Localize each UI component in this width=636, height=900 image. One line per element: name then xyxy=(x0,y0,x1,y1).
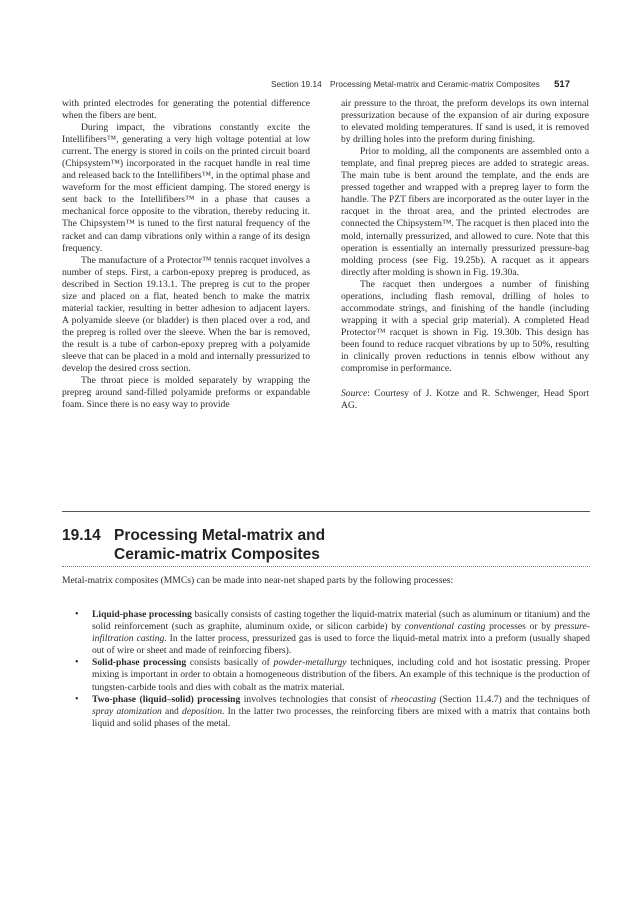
process-list xyxy=(62,609,590,730)
bullet-term: Solid-phase processing xyxy=(92,657,187,669)
header-title: Processing Metal-matrix and Ceramic-matrix Composites xyxy=(330,79,540,89)
section-title-line2: Ceramic-matrix Composites xyxy=(114,545,320,563)
source-credit xyxy=(341,388,589,412)
bullet-text: techniques, including cold and hot isostatic pressing. Proper mixing is important in order to obtain a homogeneous distribution of the fibers. An example of this technique is the production of tungsten-carbide tools and dies with cobalt as the matrix material. xyxy=(92,657,590,693)
left-column xyxy=(62,98,310,411)
bullet-text: (Section 11.4.7) and the techniques of xyxy=(436,693,590,705)
header-section: Section 19.14 xyxy=(270,79,322,89)
bullet-emphasis: spray atomization xyxy=(92,705,162,717)
bullet-emphasis: rheocasting xyxy=(390,693,437,705)
bullet-text: basically consists of casting together the liquid-matrix material (such as aluminum or titanium) and the solid reinforcement (such as graphite, aluminum oxide, or silicon carbide) by xyxy=(92,609,590,633)
bullet-text: . In the latter process, pressurized gas is used to force the liquid-metal matrix into a preform (usually shaped out of wire or sheet and made of reinforcing fibers). xyxy=(92,633,590,657)
page-number: 517 xyxy=(554,79,570,90)
bullet-text: . In the latter two processes, the reinforcing fibers are mixed with a matrix that contains both liquid and solid phases of the metal. xyxy=(92,705,591,729)
right-paragraph-3: The racquet then undergoes a number of finishing operations, including flash removal, drilling of holes to accommodate strings, and finishing of the handle (including wrapping it with a special grip material). A completed Head Protector™ racquet is shown in Fig. 19.30b. This design has been found to reduce racquet vibrations by up to 50%, resulting in clinically proven reductions in tennis elbow without any compromise in performance. xyxy=(341,278,589,375)
source-label: Source xyxy=(341,388,368,400)
section-divider-top xyxy=(62,511,590,512)
bullet-icon: • xyxy=(75,657,79,669)
section-heading xyxy=(62,527,602,564)
bullet-icon: • xyxy=(75,693,79,705)
section-number: 19.14 xyxy=(62,527,101,544)
bullet-text: and xyxy=(161,705,183,717)
left-paragraph-4: The throat piece is molded separately by wrapping the prepreg around sand-filled polyamide preforms or expandable foam. Since there is no easy way to provide xyxy=(62,375,310,411)
section-title-line1: Processing Metal-matrix and xyxy=(114,527,326,544)
source-text: : Courtesy of J. Kotze and R. Schwenger, Head Sport AG. xyxy=(341,388,589,412)
bullet-emphasis: conventional casting xyxy=(404,621,486,633)
bullet-term: Two-phase (liquid–solid) processing xyxy=(92,693,241,705)
running-header xyxy=(0,79,570,90)
bullet-icon: • xyxy=(75,609,79,620)
bullet-text: involves technologies that consist of xyxy=(240,693,391,705)
bullet-text: consists basically of xyxy=(186,657,274,669)
right-paragraph-1: air pressure to the throat, the preform develops its own internal pressurization because of the expansion of air during exposure to elevated molding temperatures. If sand is used, it is removed by drilling holes into the preform during finishing. xyxy=(341,98,589,146)
bullet-emphasis: deposition xyxy=(182,705,223,717)
section-intro xyxy=(62,575,590,587)
intro-paragraph: Metal-matrix composites (MMCs) can be made into near-net shaped parts by the following processes: xyxy=(62,575,454,586)
left-paragraph-2: During impact, the vibrations constantly excite the Intellifibers™, generating a very high voltage potential at low current. The energy is stored in coils on the printed circuit board (Chipsystem™) incorporated in the racquet handle in real time and released back to the Intellifibers™, in the optimal phase and waveform for the most efficient damping. The stored energy is sent back to the Intellifibers™ in a phase that causes a mechanical force opposite to the vibration, thereby reducing it. The Chipsystem™ is tuned to the first natural frequency of the racket and can damp vibrations only within a range of its design frequency. xyxy=(62,122,310,254)
left-paragraph-1: with printed electrodes for generating the potential difference when the fibers are bent. xyxy=(62,98,310,122)
right-paragraph-2: Prior to molding, all the components are assembled onto a template, and final prepreg pieces are added to strategic areas. The main tube is bent around the template, and the ends are pressed together and wrapped with a prepreg layer to form the handle. The PZT fibers are incorporated as the outer layer in the racquet in the throat area, and the printed electrodes are connected the Chipsystem™. The racquet is then placed into the mold, internally pressurized, and allowed to cure. Note that this operation is essentially an internally pressurized pressure-bag molding process (see Fig. 19.25b). A racquet as it appears directly after molding is shown in Fig. 19.30a. xyxy=(341,146,589,278)
bullet-text: processes or by xyxy=(485,621,555,633)
bullet-term: Liquid-phase processing xyxy=(92,609,192,620)
left-paragraph-3: The manufacture of a Protector™ tennis racquet involves a number of steps. First, a carbon-epoxy prepreg is produced, as described in Section 19.13.1. The prepreg is cut to the proper size and placed on a flat, heated bench to make the matrix material tackier, resulting in better adhesion to adjacent layers. A polyamide sleeve (or bladder) is then placed over a rod, and the prepreg is rolled over the sleeve. When the bar is removed, the result is a tube of carbon-epoxy prepreg with a polyamide sleeve that can be placed in a mold and internally pressurized to develop the desired cross section. xyxy=(62,254,310,375)
right-column xyxy=(341,98,589,412)
bullet-emphasis: powder-metallurgy xyxy=(273,657,347,669)
list-item xyxy=(75,694,590,730)
section-divider-bottom xyxy=(62,566,590,567)
list-item xyxy=(75,657,590,693)
list-item xyxy=(75,609,590,657)
bullet-emphasis: pressure-infiltration casting xyxy=(92,621,590,645)
